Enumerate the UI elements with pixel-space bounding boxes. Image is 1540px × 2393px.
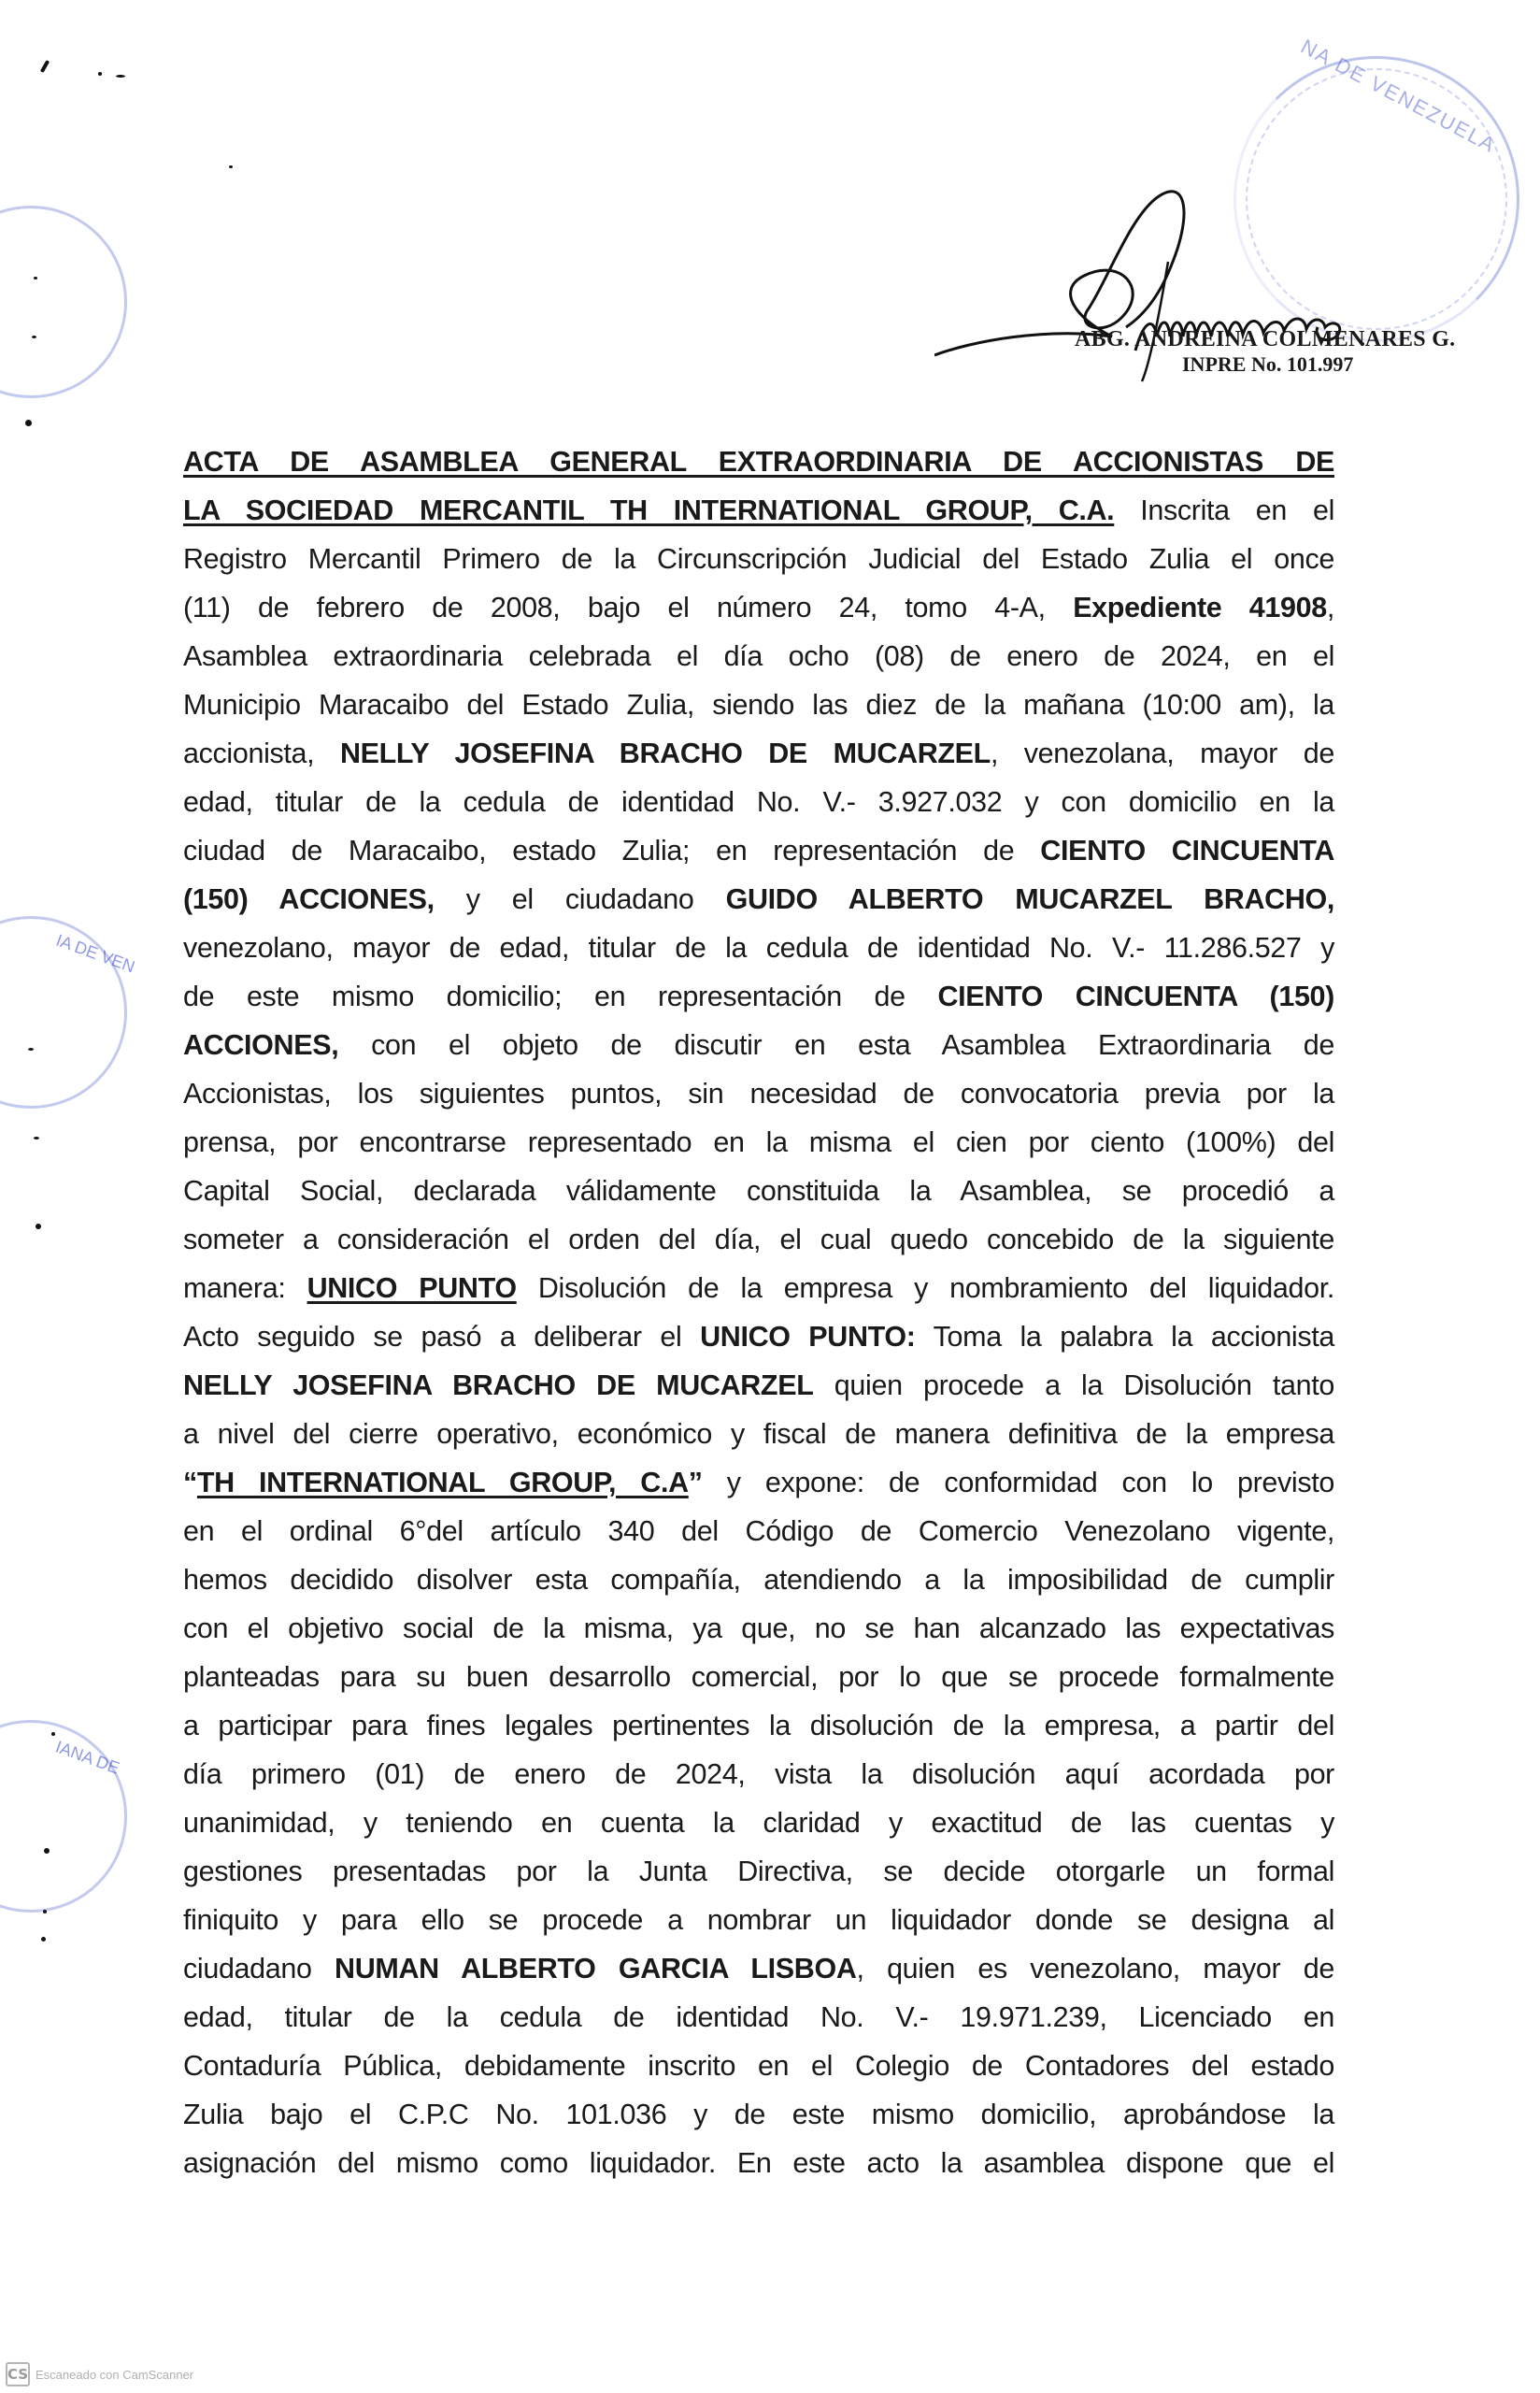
- scan-speck: [34, 277, 37, 279]
- plain-text: accionista,: [183, 738, 340, 769]
- plain-text: con el objetivo social de la misma, ya que, no se han alcanzado las expectativas: [183, 1612, 1334, 1644]
- plain-text: edad, titular de la cedula de identidad No. V.- 19.971.239, Licenciado en: [183, 2001, 1334, 2033]
- document-text-line: [183, 729, 1334, 778]
- document-text-line: [183, 681, 1334, 729]
- plain-text: , quien es venezolano, mayor de: [856, 1953, 1334, 1985]
- document-text-line: [183, 535, 1334, 583]
- bold-text: UNICO PUNTO:: [700, 1321, 916, 1353]
- line-content: [183, 437, 1334, 486]
- plain-text: ,: [1326, 592, 1335, 623]
- plain-text: día primero (01) de enero de 2024, vista la disolución aquí acordada por: [183, 1758, 1334, 1790]
- bold-text: CIENTO CINCUENTA: [1040, 835, 1334, 867]
- plain-text: Accionistas, los siguientes puntos, sin necesidad de convocatoria previa por la: [183, 1078, 1334, 1110]
- plain-text: gestiones presentadas por la Junta Directiva, se decide otorgarle un formal: [183, 1856, 1334, 1887]
- line-content: [183, 1507, 1334, 1555]
- document-text-line: [183, 1069, 1334, 1118]
- document-text-line: [183, 1847, 1334, 1896]
- bold-text: NUMAN ALBERTO GARCIA LISBOA: [335, 1953, 857, 1985]
- plain-text: , venezolana, mayor de: [990, 738, 1334, 769]
- document-title-text: ACTA DE ASAMBLEA GENERAL EXTRAORDINARIA DE ACCIONISTAS DE: [183, 446, 1334, 478]
- document-text-line: [183, 1410, 1334, 1458]
- bold-text: CIENTO CINCUENTA (150): [937, 981, 1334, 1012]
- line-content: [183, 1847, 1334, 1896]
- line-content: [183, 1458, 1334, 1507]
- plain-text: en el ordinal 6°del artículo 340 del Código de Comercio Venezolano vigente,: [183, 1515, 1334, 1547]
- document-text-line: [183, 1555, 1334, 1604]
- line-content: [183, 486, 1334, 535]
- line-content: [183, 1167, 1334, 1215]
- plain-text: (11) de febrero de 2008, bajo el número 24, tomo 4-A,: [183, 592, 1074, 623]
- document-text-line: [183, 1750, 1334, 1798]
- document-text-line: [183, 1653, 1334, 1701]
- line-content: [183, 1555, 1334, 1604]
- bold-text: ”: [688, 1467, 703, 1498]
- document-text-line: [183, 2139, 1334, 2187]
- document-text-line: [183, 1167, 1334, 1215]
- line-content: [183, 1653, 1334, 1701]
- document-title-text: LA SOCIEDAD MERCANTIL TH INTERNATIONAL GROUP, C.A.: [183, 494, 1115, 526]
- plain-text: ciudadano: [183, 1953, 335, 1985]
- plain-text: hemos decidido disolver esta compañía, atendiendo a la imposibilidad de cumplir: [183, 1564, 1334, 1596]
- document-text-line: [183, 1118, 1334, 1167]
- plain-text: Capital Social, declarada válidamente constituida la Asamblea, se procedió a: [183, 1175, 1334, 1207]
- plain-text: prensa, por encontrarse representado en la misma el cien por ciento (100%) del: [183, 1126, 1334, 1158]
- line-content: [183, 2090, 1334, 2139]
- plain-text: con el objeto de discutir en esta Asamblea Extraordinaria de: [338, 1029, 1334, 1061]
- plain-text: de este mismo domicilio; en representación de: [183, 981, 938, 1012]
- document-text-line: [183, 1993, 1334, 2042]
- line-content: [183, 1069, 1334, 1118]
- line-content: [183, 778, 1334, 826]
- plain-text: a nivel del cierre operativo, económico y fiscal de manera definitiva de la empresa: [183, 1418, 1334, 1450]
- scan-speck: [98, 72, 102, 76]
- document-text-line: [183, 1507, 1334, 1555]
- bold-text: (150) ACCIONES,: [183, 883, 435, 915]
- edge-seal-text-2: IANA DE: [52, 1737, 122, 1778]
- document-text-line: [183, 1944, 1334, 1993]
- line-content: [183, 1361, 1334, 1410]
- document-text-line: [183, 826, 1334, 875]
- plain-text: unanimidad, y teniendo en cuenta la claridad y exactitud de las cuentas y: [183, 1807, 1334, 1839]
- line-content: [183, 535, 1334, 583]
- line-content: [183, 1993, 1334, 2042]
- document-text-line: [183, 632, 1334, 681]
- bold-underlined-text: [307, 1272, 517, 1304]
- line-content: [183, 1215, 1334, 1264]
- document-text-line: [183, 2090, 1334, 2139]
- plain-text: Zulia bajo el C.P.C No. 101.036 y de este mismo domicilio, aprobándose la: [183, 2099, 1334, 2130]
- plain-text: planteadas para su buen desarrollo comercial, por lo que se procede formalmente: [183, 1661, 1334, 1693]
- plain-text: Acto seguido se pasó a deliberar el: [183, 1321, 701, 1353]
- bold-text: “: [183, 1467, 197, 1498]
- plain-text: Contaduría Pública, debidamente inscrito en el Colegio de Contadores del estado: [183, 2050, 1334, 2082]
- document-text-line: [183, 1215, 1334, 1264]
- scan-speck: [44, 1848, 50, 1854]
- plain-text: quien procede a la Disolución tanto: [813, 1369, 1334, 1401]
- line-content: [183, 826, 1334, 875]
- scan-speck: [116, 75, 125, 78]
- line-content: [183, 1264, 1334, 1312]
- line-content: [183, 875, 1334, 924]
- plain-text: Inscrita en el: [1114, 494, 1334, 526]
- line-content: [183, 1118, 1334, 1167]
- plain-text: Disolución de la empresa y nombramiento del liquidador.: [516, 1272, 1335, 1304]
- camscanner-logo-icon: CS: [6, 2362, 30, 2386]
- signatory-name: ABG. ANDREINA COLMENARES G.: [1075, 327, 1456, 351]
- line-content: [183, 1798, 1334, 1847]
- scan-speck: [51, 1732, 55, 1736]
- document-text-line: [183, 1604, 1334, 1653]
- underlined-text: TH INTERNATIONAL GROUP, C.A: [196, 1467, 689, 1498]
- scanner-watermark: [6, 2362, 193, 2386]
- plain-text: ciudad de Maracaibo, estado Zulia; en representación de: [183, 835, 1041, 867]
- line-content: [183, 681, 1334, 729]
- plain-text: Registro Mercantil Primero de la Circunscripción Judicial del Estado Zulia el once: [183, 543, 1334, 575]
- line-content: [183, 2042, 1334, 2090]
- line-content: [183, 2139, 1334, 2187]
- line-content: [183, 1896, 1334, 1944]
- bold-text: ACCIONES,: [183, 1029, 339, 1061]
- scan-speck: [32, 336, 36, 338]
- line-content: [183, 583, 1334, 632]
- plain-text: y expone: de conformidad con lo previsto: [702, 1467, 1334, 1498]
- plain-text: edad, titular de la cedula de identidad No. V.- 3.927.032 y con domicilio en la: [183, 786, 1334, 818]
- document-text-line: [183, 1798, 1334, 1847]
- document-title-line: [183, 486, 1334, 535]
- scan-speck: [229, 165, 233, 168]
- line-content: [183, 1750, 1334, 1798]
- document-text-line: [183, 2042, 1334, 2090]
- scanner-watermark-text: Escaneado con CamScanner: [36, 2367, 194, 2382]
- plain-text: a participar para fines legales pertinentes la disolución de la empresa, a partir del: [183, 1710, 1334, 1741]
- scan-speck: [34, 1137, 39, 1139]
- plain-text: Municipio Maracaibo del Estado Zulia, siendo las diez de la mañana (10:00 am), la: [183, 689, 1334, 721]
- scan-speck: [25, 420, 32, 426]
- line-content: [183, 1021, 1334, 1069]
- plain-text: finiquito y para ello se procede a nombrar un liquidador donde se designa al: [183, 1904, 1334, 1936]
- line-content: [183, 1701, 1334, 1750]
- document-text-line: [183, 778, 1334, 826]
- plain-text: y el ciudadano: [434, 883, 726, 915]
- seal-text-top-right: NA DE VENEZUELA: [1297, 34, 1501, 158]
- line-content: [183, 1410, 1334, 1458]
- document-text-line: [183, 1458, 1334, 1507]
- underlined-text: UNICO PUNTO: [307, 1272, 517, 1304]
- line-content: [183, 1944, 1334, 1993]
- bold-text: Expediente 41908: [1073, 592, 1327, 623]
- document-title-line: [183, 437, 1334, 486]
- plain-text: someter a consideración el orden del día, el cual quedo concebido de la siguiente: [183, 1224, 1334, 1255]
- line-content: [183, 1312, 1334, 1361]
- document-text-line: [183, 972, 1334, 1021]
- document-text-line: [183, 1312, 1334, 1361]
- document-text-line: [183, 583, 1334, 632]
- scan-speck: [41, 1937, 46, 1942]
- line-content: [183, 632, 1334, 681]
- bold-underlined-text: [197, 1467, 689, 1498]
- document-text-line: [183, 1361, 1334, 1410]
- bold-text: NELLY JOSEFINA BRACHO DE MUCARZEL: [339, 738, 991, 769]
- bold-text: NELLY JOSEFINA BRACHO DE MUCARZEL: [183, 1369, 814, 1401]
- document-text-line: [183, 924, 1334, 972]
- signatory-inpre-number: INPRE No. 101.997: [1182, 352, 1354, 376]
- edge-seal-text-1: IA DE VEN: [53, 930, 137, 977]
- scan-speck: [40, 60, 50, 73]
- bold-text: GUIDO ALBERTO MUCARZEL BRACHO,: [725, 883, 1334, 915]
- document-text-line: [183, 1701, 1334, 1750]
- edge-seal-1: [0, 206, 127, 398]
- plain-text: venezolano, mayor de edad, titular de la cedula de identidad No. V.- 11.286.527 y: [183, 932, 1334, 964]
- line-content: [183, 972, 1334, 1021]
- line-content: [183, 729, 1334, 778]
- plain-text: Toma la palabra la accionista: [915, 1321, 1334, 1353]
- plain-text: asignación del mismo como liquidador. En este acto la asamblea dispone que el: [183, 2147, 1334, 2179]
- document-text-line: [183, 1021, 1334, 1069]
- scan-speck: [43, 1910, 47, 1913]
- document-text-line: [183, 1264, 1334, 1312]
- line-content: [183, 924, 1334, 972]
- plain-text: Asamblea extraordinaria celebrada el día ocho (08) de enero de 2024, en el: [183, 640, 1334, 672]
- document-text-line: [183, 875, 1334, 924]
- plain-text: manera:: [183, 1272, 307, 1304]
- lawyer-signature-block: [934, 178, 1456, 383]
- line-content: [183, 1604, 1334, 1653]
- document-body: [183, 437, 1334, 2187]
- scan-speck: [28, 1048, 34, 1051]
- scan-speck: [36, 1224, 41, 1229]
- document-text-line: [183, 1896, 1334, 1944]
